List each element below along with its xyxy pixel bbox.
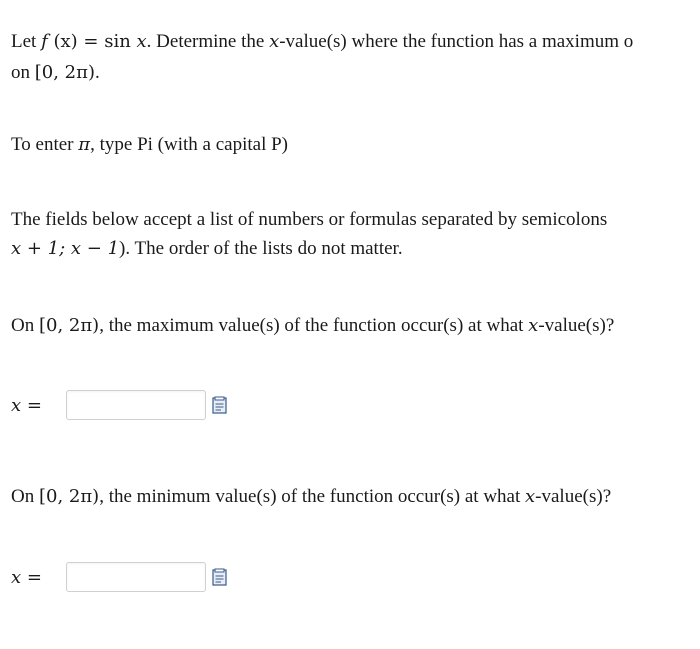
min-question [11,485,611,509]
question-line-1 [11,30,633,54]
max-answer-input[interactable] [66,390,206,420]
question-line-2 [11,61,100,85]
math-sin: sin [104,31,137,52]
math-pi: π [78,134,91,155]
min-answer-input[interactable] [66,562,206,592]
max-answer-row [11,389,228,421]
max-answer-label: x = [11,394,42,416]
math-example: x + 1; x − 1 [11,238,120,259]
math-interval: [0, 2π) [38,315,100,336]
question-text: . [94,62,100,83]
question-text: -value(s)? [535,486,612,507]
hint-text: , type Pi (with a capital P) [90,134,288,155]
fields-note-line-2 [11,237,403,261]
min-answer-label: x = [11,566,42,588]
math-x: x [528,315,539,336]
note-text: The fields below accept a list of numbers or formulas separated by semicolons [11,209,608,230]
question-text: Let [11,31,42,52]
question-text: On [11,486,39,507]
formula-helper-icon[interactable] [212,396,228,414]
min-answer-row [11,561,228,593]
question-text: -value(s)? [538,315,615,336]
question-text: . Determine the [146,31,270,52]
note-text: ). The order of the lists do not matter. [119,238,403,259]
pi-hint [11,133,288,157]
question-text: -value(s) where the function has a maximum o [279,31,634,52]
question-text: , the minimum value(s) of the function occur(s) at what [99,486,526,507]
max-question [11,314,614,338]
math-x: x [525,486,536,507]
math-x: x [269,31,280,52]
hint-text: To enter [11,134,79,155]
math-interval: [0, 2π) [38,486,100,507]
math-x: x [136,31,147,52]
math-f: f [41,31,48,52]
question-text: On [11,315,39,336]
question-text: on [11,62,35,83]
math-arg: (x) = [47,31,105,52]
math-interval: [0, 2π) [34,62,95,83]
formula-helper-icon[interactable] [212,568,228,586]
question-text: , the maximum value(s) of the function occur(s) at what [99,315,529,336]
fields-note-line-1 [11,208,607,232]
